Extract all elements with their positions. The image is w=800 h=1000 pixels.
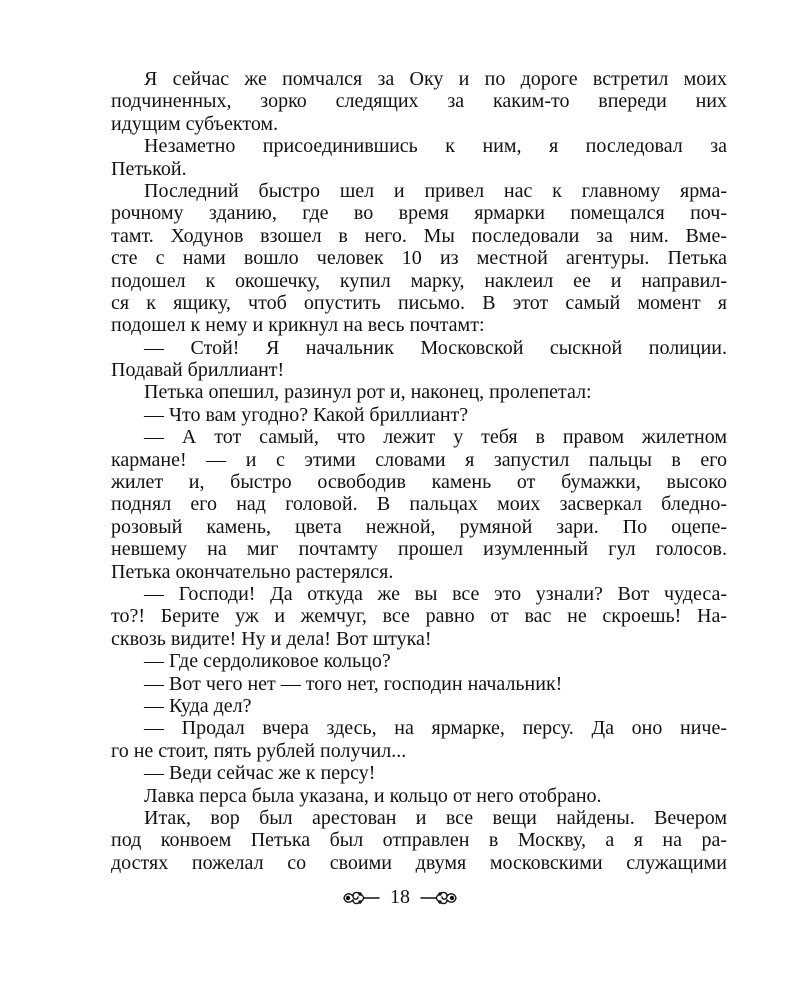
text-line: Петькой.: [111, 157, 187, 180]
text-line: Петька окончательно растерялся.: [111, 560, 394, 583]
body-text: [111, 68, 727, 874]
fleuron-right-icon: [420, 889, 458, 907]
text-line: ся к ящику, чтоб опустить письмо. В этот самый момент я: [111, 291, 727, 314]
text-line: жилет и, быстро освободив камень от бумажки, высоко: [111, 471, 727, 494]
text-line: подошел к окошечку, купил марку, наклеил ее и направил-: [111, 269, 727, 292]
text-line: — Вот чего нет — того нет, господин начальник!: [144, 672, 563, 695]
text-line: — Где сердоликовое кольцо?: [144, 650, 391, 673]
page-footer: [0, 885, 800, 909]
page-number: 18: [390, 886, 410, 908]
text-line: — А тот самый, что лежит у тебя в правом жилетном: [144, 426, 727, 449]
text-line: Незаметно присоединившись к ним, я последовал за: [144, 135, 727, 158]
text-line: тамт. Ходунов взошел в него. Мы последовали за ним. Вме-: [111, 224, 727, 247]
text-line: сквозь видите! Ну и дела! Вот штука!: [111, 627, 432, 650]
text-line: поднял его над головой. В пальцах моих засверкал бледно-: [111, 493, 727, 516]
text-line: рочному зданию, где во время ярмарки помещался поч-: [111, 202, 727, 225]
text-line: Итак, вор был арестован и все вещи найдены. Вечером: [144, 806, 727, 829]
text-line: под конвоем Петька был отправлен в Москву, а я на ра-: [111, 829, 727, 852]
text-line: Подавай бриллиант!: [111, 359, 285, 382]
text-line: — Продал вчера здесь, на ярмарке, персу. Да оно ниче-: [144, 717, 727, 740]
text-line: — Господи! Да откуда же вы все это узнали? Вот чудеса-: [144, 582, 727, 605]
text-line: невшему на миг почтамту прошел изумленный гул голосов.: [111, 538, 727, 561]
text-line: достях пожелал со своими двумя московскими служащими: [111, 851, 727, 874]
text-line: подошел к нему и крикнул на весь почтамт:: [111, 314, 485, 337]
text-line: — Стой! Я начальник Московской сыскной полиции.: [144, 336, 727, 359]
text-line: идущим субъектом.: [111, 112, 279, 135]
text-line: Лавка перса была указана, и кольцо от него отобрано.: [144, 784, 602, 807]
fleuron-left-icon: [342, 889, 380, 907]
text-line: сте с нами вошло человек 10 из местной агентуры. Петька: [111, 247, 727, 270]
text-line: Последний быстро шел и привел нас к главному ярма-: [144, 179, 727, 202]
text-line: кармане! — и с этими словами я запустил пальцы в его: [111, 448, 727, 471]
text-line: подчиненных, зорко следящих за каким-то впереди них: [111, 90, 727, 113]
text-line: Петька опешил, разинул рот и, наконец, пролепетал:: [144, 381, 592, 404]
text-line: — Что вам угодно? Какой бриллиант?: [144, 403, 469, 426]
text-line: розовый камень, цвета нежной, румяной зари. По оцепе-: [111, 515, 727, 538]
text-line: го не стоит, пять рублей получил...: [111, 739, 407, 762]
text-line: — Веди сейчас же к персу!: [144, 762, 376, 785]
text-line: то?! Берите уж и жемчуг, все равно от вас не скроешь! На-: [111, 605, 727, 628]
text-line: — Куда дел?: [144, 694, 252, 717]
text-line: Я сейчас же помчался за Оку и по дороге встретил моих: [144, 68, 727, 90]
